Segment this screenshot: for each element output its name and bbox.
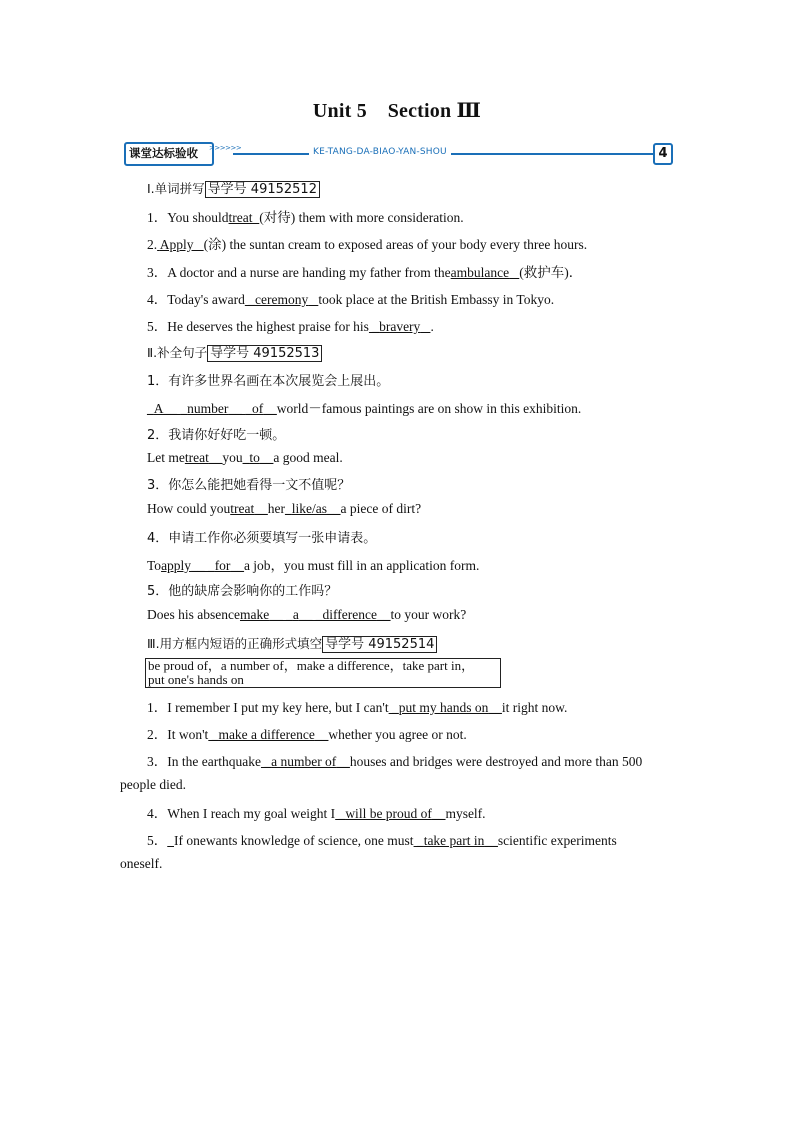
q-text: It won't [167, 727, 209, 742]
s3-q5-cont: oneself. [120, 856, 163, 871]
q-text: whether you agree or not. [328, 727, 467, 742]
banner-page-number: 4 [653, 143, 673, 165]
s1-guide-number: 导学号 49152512 [205, 181, 320, 198]
q-text: a good meal. [273, 450, 343, 465]
s2-q1-cn: 1．有许多世界名画在本次展览会上展出。 [147, 374, 390, 389]
title-section: Section Ⅲ [387, 100, 482, 122]
s2-q2-cn: 2．我请你好好吃一顿。 [147, 428, 286, 443]
s3-q5: 5． If onewants knowledge of science, one must _take part in__scientific experiments [147, 833, 617, 848]
s2-q2-en: Let metreat__you_to__a good meal. [147, 450, 343, 465]
s1-q2 [147, 233, 587, 253]
q-text: Today's award [167, 292, 245, 307]
q-text: Let me [147, 450, 185, 465]
q-text: you [222, 450, 243, 465]
q-text: world－famous paintings are on show in this exhibition. [276, 401, 582, 416]
phrase-box-line2: put one's hands on [148, 672, 244, 687]
answer: treat [184, 450, 209, 465]
q-number: 1． [147, 210, 168, 225]
q-text: myself. [445, 806, 486, 821]
q-text: A doctor and a nurse are handing my father from the [167, 265, 451, 280]
banner-label: 课堂达标验收 [129, 146, 198, 160]
s3-q3-cont: people died. [120, 777, 186, 792]
q-text: He deserves the highest praise for his [167, 319, 369, 334]
q-text: . [430, 319, 434, 334]
q-text: When I reach my goal weight I [167, 806, 336, 821]
q-text: it right now. [501, 700, 568, 715]
s3-heading: Ⅲ.用方框内短语的正确形式填空 [147, 636, 323, 651]
answer: will be proud of [345, 806, 432, 821]
phrase-box [145, 658, 501, 688]
page-title [0, 98, 794, 123]
q-number: 4． [147, 806, 168, 821]
q-text: I remember I put my key here, but I can't [167, 700, 389, 715]
phrase-box-line1: be proud of，a number of，make a difference，take part in， [148, 658, 475, 673]
answer: treat [230, 501, 255, 516]
q-number: 3． [147, 754, 168, 769]
q-text: In the earthquake [167, 754, 261, 769]
s2-q5-en: Does his absencemake__ _a__ _difference__to your work? [147, 607, 467, 622]
q-text: (涂) the suntan cream to exposed areas of your body every three hours. [203, 237, 588, 252]
answer: of [252, 401, 264, 416]
section-banner [121, 138, 675, 166]
q-number: 5． [147, 319, 168, 334]
q-number: 2. [147, 237, 158, 252]
s2-q5-cn: 5．他的缺席会影响你的工作吗？ [147, 584, 338, 599]
answer: make [239, 607, 270, 622]
answer: take part in [423, 833, 485, 848]
s3-guide-number: 导学号 49152514 [322, 636, 437, 653]
answer: to [249, 450, 260, 465]
s2-q3-cn: 3．你怎么能把她看得一文不值呢？ [147, 478, 351, 493]
q-text: Does his absence [147, 607, 240, 622]
q-number: 4． [147, 292, 168, 307]
s1-q4: 4．Today's award _ceremony took place at the British Embassy in Tokyo. [147, 292, 555, 307]
s1-heading: Ⅰ.单词拼写 [147, 181, 205, 196]
answer: difference [322, 607, 377, 622]
s2-q4-cn: 4．申请工作你必须要填写一张申请表。 [147, 531, 377, 546]
q-number: 5． [147, 833, 168, 848]
answer: bravery [379, 319, 421, 334]
s3-q1: 1．I remember I put my key here, but I can't _put my hands on__it right now. [147, 700, 568, 715]
s1-q1 [147, 206, 464, 226]
answer: a number of [271, 754, 337, 769]
answer: a [292, 607, 299, 622]
s3-heading-line [147, 633, 437, 652]
q-text: scientific experiments [497, 833, 617, 848]
s3-q3: 3．In the earthquake _a number of__houses and bridges were destroyed and more than 500 [147, 754, 643, 769]
answer: like/as [291, 501, 327, 516]
s3-q2: 2．It won't _make a difference__whether you agree or not. [147, 727, 467, 742]
answer: ceremony [254, 292, 309, 307]
s1-q3 [147, 261, 582, 281]
s3-q4: 4．When I reach my goal weight I _will be proud of__myself. [147, 806, 486, 821]
q-number: 3． [147, 265, 168, 280]
q-text: If onewants knowledge of science, one must [174, 833, 414, 848]
answer: for [214, 558, 231, 573]
banner-pinyin: KE-TANG-DA-BIAO-YAN-SHOU [309, 147, 451, 157]
answer: number [187, 401, 229, 416]
answer: put my hands on [398, 700, 489, 715]
q-text: took place at the British Embassy in Tokyo. [318, 292, 555, 307]
s1-heading-line [147, 178, 320, 197]
q-text: (对待) them with more consideration. [259, 210, 464, 225]
answer: treat [228, 210, 253, 225]
answer: A [153, 401, 164, 416]
q-text: to your work? [390, 607, 467, 622]
q-text: How could you [147, 501, 231, 516]
s1-q5: 5．He deserves the highest praise for his _bravery . [147, 319, 434, 334]
q-number: 2． [147, 727, 168, 742]
s2-heading-line [147, 342, 322, 361]
banner-arrows: >>>>>> [209, 144, 242, 152]
s2-q3-en: How could youtreat__her_like/as__a piece of dirt? [147, 501, 422, 516]
answer: make a difference [218, 727, 315, 742]
q-number: 1． [147, 700, 168, 715]
answer: ambulance [450, 265, 510, 280]
s2-heading: Ⅱ.补全句子 [147, 345, 208, 360]
q-text: her [267, 501, 285, 516]
q-text: (救护车)． [519, 265, 583, 280]
q-text: a piece of dirt? [340, 501, 422, 516]
answer: Apply [159, 237, 194, 252]
s2-q4-en: Toapply__ _for__a job，you must fill in an application form. [147, 558, 480, 573]
s2-q1-en: _A__ _number__ _of__world－famous paintings are on show in this exhibition. [147, 401, 582, 416]
q-text: You should [167, 210, 229, 225]
s2-guide-number: 导学号 49152513 [207, 345, 322, 362]
title-unit: Unit 5 [312, 100, 367, 122]
q-text: houses and bridges were destroyed and more than 500 [349, 754, 643, 769]
answer: apply [161, 558, 192, 573]
q-text: a job，you must fill in an application form. [243, 558, 480, 573]
q-text: To [147, 558, 162, 573]
